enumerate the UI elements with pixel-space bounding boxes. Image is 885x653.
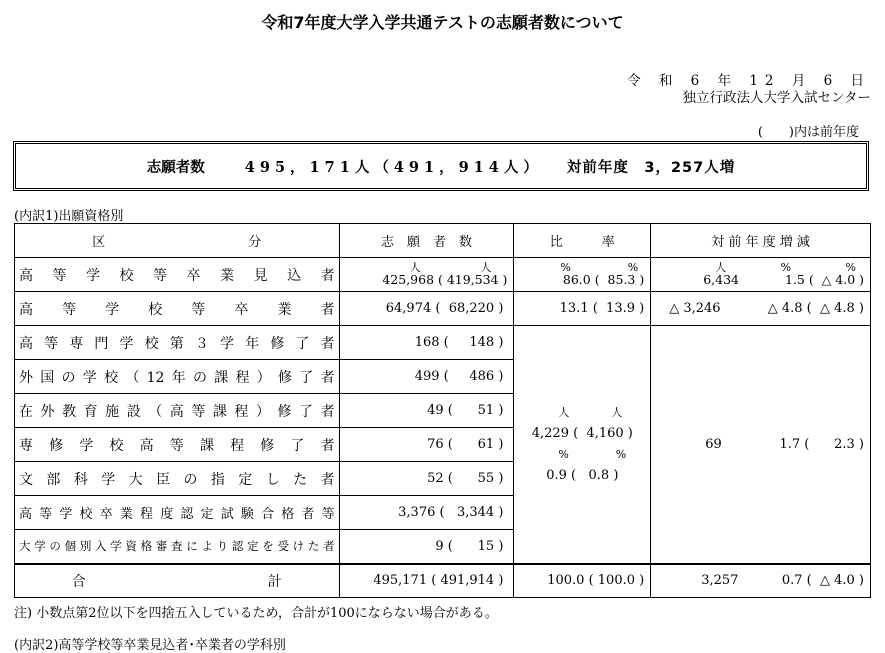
header-category: 区 分 — [15, 224, 340, 258]
row-count: 64,974 ( 68,220 ) — [339, 292, 514, 326]
header-count: 志 願 者 数 — [339, 224, 514, 258]
row-category: 外国の学校（12年の課程）修了者 — [15, 360, 340, 394]
row-ratio: 86.0 ( 85.3 ) — [562, 272, 645, 287]
unit-percent: % — [780, 261, 792, 274]
unit-person: 人 — [480, 261, 492, 274]
row-category: 高等学校等卒業見込者 — [15, 258, 340, 292]
merged-diff: 69 — [705, 436, 722, 452]
unit-percent: % — [560, 261, 571, 274]
merged-diff-cell — [651, 326, 871, 564]
unit-person: 人 — [409, 261, 421, 274]
row-count: 9 ( 15 ) — [339, 530, 514, 564]
row-diff-pct: △ 4.8 ( △ 4.8 ) — [767, 301, 864, 316]
row-count-cell — [339, 258, 514, 292]
row-category: 高等専門学校第３学年修了者 — [15, 326, 340, 360]
total-count: 495,171 ( 491,914 ) — [339, 564, 514, 598]
unit-percent: % — [845, 261, 856, 274]
unit-percent: % — [615, 448, 627, 462]
table-row — [15, 292, 871, 326]
section2-heading: (内訳2)高等学校等卒業見込者･卒業者の学科別 — [14, 638, 286, 653]
table-row — [15, 326, 871, 360]
unit-person: 人 — [611, 406, 623, 420]
section1-heading: (内訳1)出願資格別 — [14, 209, 124, 224]
summary-compare: 対前年度 3，257人増 — [566, 159, 736, 176]
row-count: 499 ( 486 ) — [339, 360, 514, 394]
unit-percent: % — [627, 261, 639, 274]
previous-year-note: ( )内は前年度 — [757, 125, 859, 140]
row-category: 専修学校高等課程修了者 — [15, 428, 340, 462]
unit-percent: % — [558, 448, 569, 462]
summary-value: 495，171人（491，914人） — [244, 158, 543, 176]
applicants-table — [14, 223, 871, 598]
row-category: 大学の個別入学資格審査により認定を受けた者 — [15, 530, 340, 564]
row-count: 3,376 ( 3,344 ) — [339, 496, 514, 530]
merged-ratio-pct: 0.9 ( 0.8 ) — [546, 468, 619, 484]
unit-person: 人 — [558, 406, 570, 420]
row-diff-cell — [651, 258, 871, 292]
row-category: 高等学校卒業程度認定試験合格者等 — [15, 496, 340, 530]
table-total-row — [15, 564, 871, 598]
merged-diff-pct: 1.7 ( 2.3 ) — [779, 436, 864, 452]
row-diff: △ 3,246 — [669, 301, 721, 316]
merged-ratio-count: 4,229 ( 4,160 ) — [531, 426, 633, 442]
row-category: 在外教育施設（高等課程）修了者 — [15, 394, 340, 428]
total-diff: 3,257 — [701, 573, 739, 589]
row-count: 52 ( 55 ) — [339, 462, 514, 496]
row-ratio: 13.1 ( 13.9 ) — [514, 292, 651, 326]
summary-label: 志願者数 — [146, 159, 205, 176]
row-ratio-cell — [514, 258, 651, 292]
header-diff: 対 前 年 度 増 減 — [651, 224, 871, 258]
total-ratio: 100.0 ( 100.0 ) — [514, 564, 651, 598]
organization: 独立行政法人大学入試センター — [682, 90, 871, 106]
row-count: 49 ( 51 ) — [339, 394, 514, 428]
row-count: 168 ( 148 ) — [339, 326, 514, 360]
row-category: 文部科学大臣の指定した者 — [15, 462, 340, 496]
table-row — [15, 258, 871, 292]
unit-person: 人 — [715, 261, 727, 274]
row-count: 76 ( 61 ) — [339, 428, 514, 462]
footnote: 注) 小数点第2位以下を四捨五入しているため，合計が100にならない場合がある。 — [14, 606, 498, 621]
row-category: 高等学校等卒業者 — [15, 292, 340, 326]
table-header-row — [15, 224, 871, 258]
total-diff-cell — [651, 564, 871, 598]
merged-ratio-cell — [514, 326, 651, 564]
row-count: 425,968 ( 419,534 ) — [382, 272, 508, 287]
total-diff-pct: 0.7 ( △ 4.0 ) — [781, 573, 864, 589]
summary-box — [13, 141, 869, 191]
row-diff: 6,434 — [703, 272, 740, 287]
header-ratio: 比 率 — [514, 224, 651, 258]
issue-date: 令 和 6 年 12 月 6 日 — [627, 73, 871, 89]
row-diff-pct: 1.5 ( △ 4.0 ) — [785, 272, 864, 287]
row-diff-cell — [651, 292, 871, 326]
total-label: 合 計 — [15, 564, 340, 598]
page-title: 令和7年度大学入学共通テストの志願者数について — [261, 13, 624, 32]
